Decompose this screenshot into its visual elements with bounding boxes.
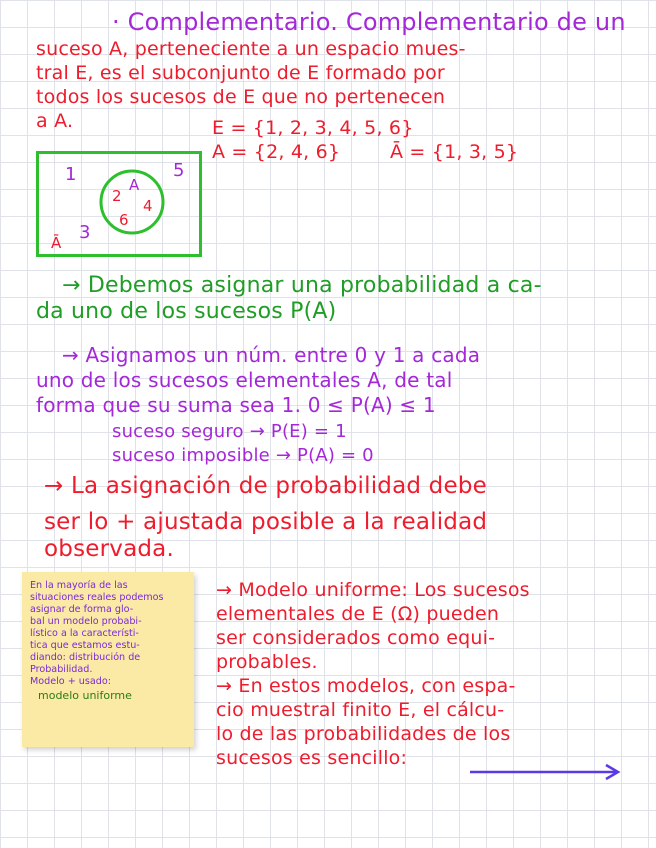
venn-inner-2: 2	[112, 187, 122, 205]
text-line: forma que su suma sea 1. 0 ≤ P(A) ≤ 1	[36, 393, 436, 417]
text-line: observada.	[44, 536, 174, 562]
note-line: tica que estamos estu-	[30, 640, 140, 651]
venn-label-5: 5	[173, 160, 185, 181]
text-line: → Debemos asignar una probabilidad a ca-	[62, 273, 542, 298]
venn-inner-4: 4	[143, 197, 153, 215]
text-line: → Asignamos un núm. entre 0 y 1 a cada	[62, 343, 481, 367]
venn-label-1: 1	[65, 164, 77, 185]
text-line: · Complementario. Complementario de un	[112, 8, 626, 36]
text-line: lo de las probabilidades de los	[216, 723, 511, 745]
note-line: Probabilidad.	[30, 664, 93, 675]
text-line: todos los sucesos de E que no pertenecen	[36, 86, 446, 108]
text-line: tral E, es el subconjunto de E formado por	[36, 62, 445, 84]
note-line: En la mayoría de las	[30, 580, 128, 591]
text-line: probables.	[216, 651, 318, 673]
suceso-seguro: suceso seguro → P(E) = 1	[112, 421, 347, 442]
arrow-right-icon	[468, 762, 628, 782]
set-a: A = {2, 4, 6}	[212, 141, 341, 163]
suceso-imposible: suceso imposible → P(A) = 0	[112, 445, 374, 466]
text-line: elementales de E (Ω) pueden	[216, 603, 500, 625]
note-line: Modelo + usado:	[30, 676, 111, 687]
set-e: E = {1, 2, 3, 4, 5, 6}	[212, 117, 414, 139]
text-line: sucesos es sencillo:	[216, 747, 408, 769]
note-line: bal un modelo probabi-	[30, 616, 142, 627]
sticky-note	[22, 572, 194, 747]
text-line: a A.	[36, 110, 74, 132]
venn-inner-a: A	[129, 176, 140, 194]
text-line: cio muestral finito E, el cálcu-	[216, 699, 505, 721]
text-line: → Modelo uniforme: Los sucesos	[216, 579, 530, 601]
text-line: da uno de los sucesos P(A)	[36, 299, 337, 324]
note-line: diando: distribución de	[30, 652, 141, 663]
note-line: situaciones reales podemos	[30, 592, 164, 603]
text-line: → En estos modelos, con espa-	[216, 675, 516, 697]
venn-diagram	[36, 151, 202, 257]
note-line: lístico a la característi-	[30, 628, 139, 639]
set-a-complement: Ā = {1, 3, 5}	[390, 141, 519, 163]
text-line: suceso A, perteneciente a un espacio mues-	[36, 38, 466, 60]
text-line: → La asignación de probabilidad debe	[44, 473, 487, 499]
venn-inner-6: 6	[119, 211, 129, 229]
venn-label-3: 3	[79, 222, 91, 243]
note-line: asignar de forma glo-	[30, 604, 134, 615]
text-line: ser lo + ajustada posible a la realidad	[44, 509, 488, 535]
text-line: ser considerados como equi-	[216, 627, 496, 649]
text-line: uno de los sucesos elementales A, de tal	[36, 368, 453, 392]
venn-label-a-bar: Ā	[51, 234, 62, 252]
note-highlight: modelo uniforme	[38, 689, 132, 702]
